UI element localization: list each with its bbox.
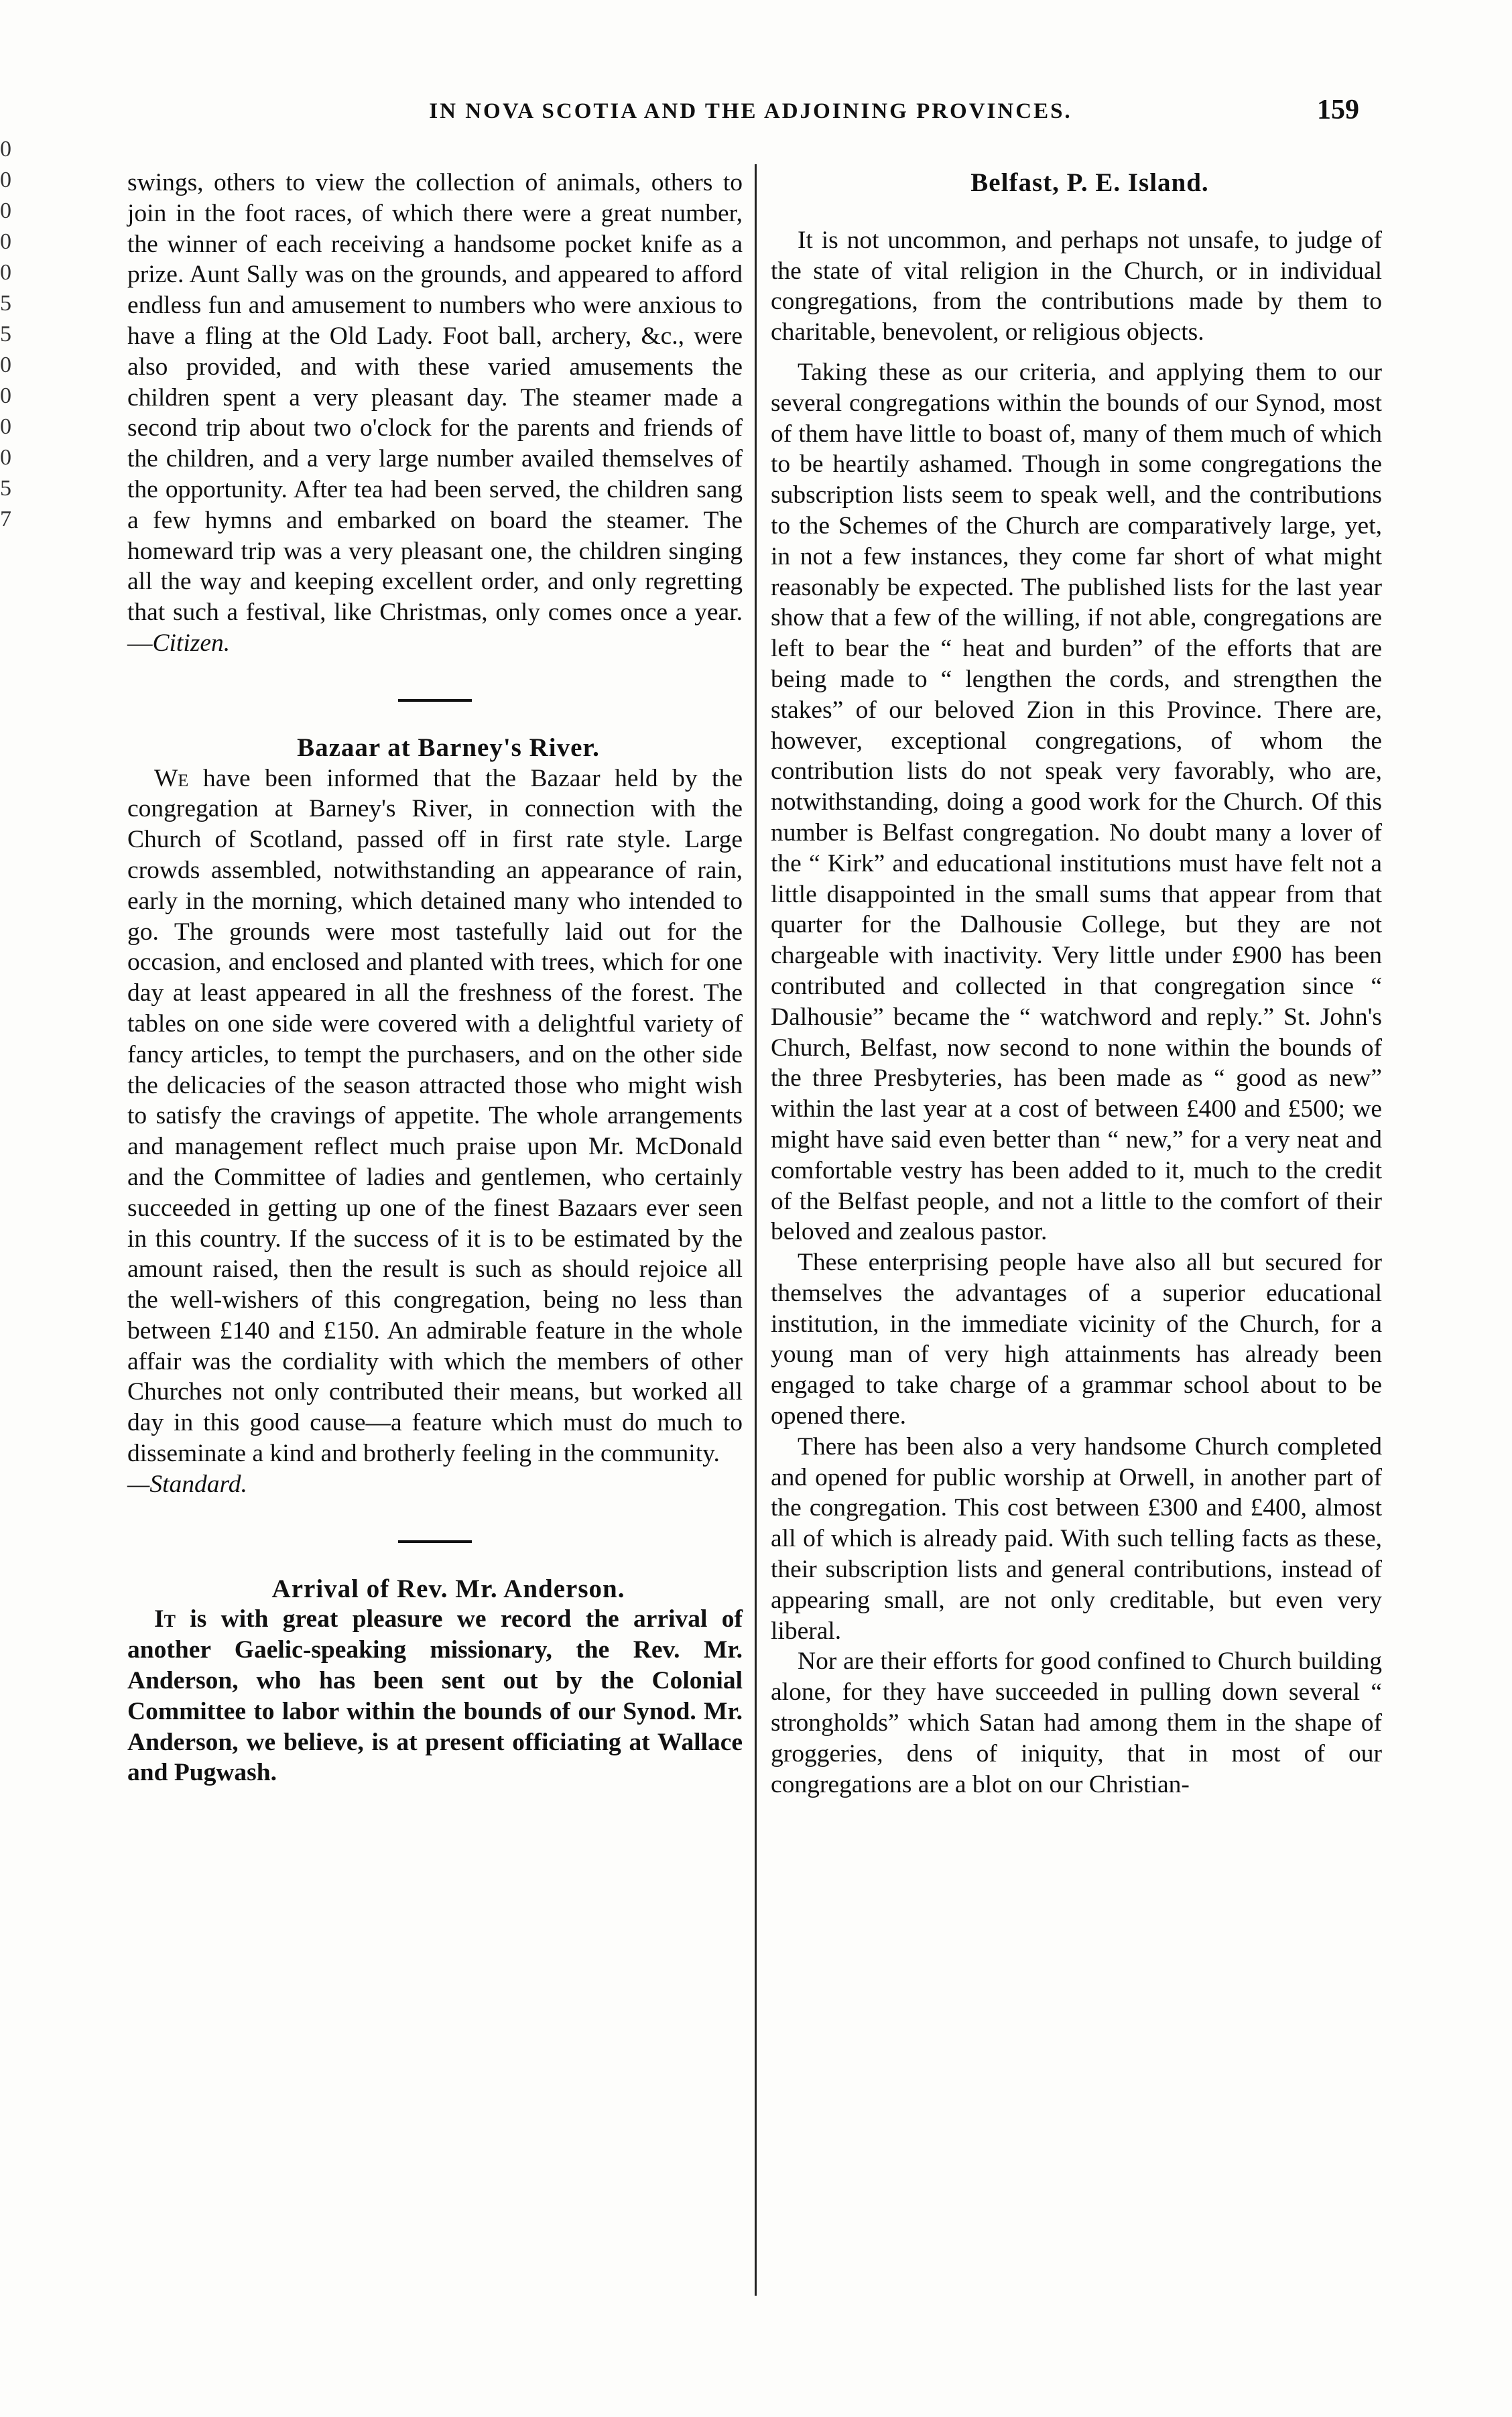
arrival-article	[127, 1604, 743, 1788]
scan-edge-marks	[0, 134, 16, 535]
belfast-paragraph: Nor are their efforts for good confined to Church building alone, for they have succeeded in pulling down several “ strongholds” which Satan had among them in the shape of groggeries, dens of iniquity, that in most of our congregations are a blot on our Christian-	[771, 1648, 1382, 1798]
bazaar-headline: Bazaar at Barney's River.	[297, 733, 600, 762]
continuation-signature: Citizen.	[152, 629, 231, 657]
belfast-paragraph: These enterprising people have also all but secured for themselves the advantages of a superior educational institution, in the immediate vicinity of the Church, for a young man of very high attainments has already been engaged to take charge of a grammar school about to be opened there.	[771, 1249, 1382, 1430]
running-title: IN NOVA SCOTIA AND THE ADJOINING PROVINCES.	[429, 99, 1072, 123]
edge-mark: 0	[0, 260, 11, 285]
bazaar-body: have been informed that the Bazaar held by the congregation at Barney's River, in connection with the Church of Scotland, passed off in first rate style. Large crowds assembled, notwithstanding an appearance of rain, early in the morning, which detained many who intended to go. The grounds were most tastefully laid out for the occasion, and enclosed and planted with trees, which for one day at least appeared in all the freshness of the forest. The tables on one side were covered with a delightful variety of fancy articles, to tempt the purchasers, and on the other side the delicacies of the season attracted those who might wish to satisfy the cravings of appetite. The whole arrangements and management reflect much praise upon Mr. McDonald and the Committee of ladies and gentlemen, who certainly succeeded in getting up one of the finest Bazaars ever seen in this country. If the success of it is to be estimated by the amount raised, then the result is such as should rejoice all the well-wishers of this congregation, being no less than between £140 and £150. An admirable feature in the whole affair was the cordiality with which the members of other Churches not only contributed their means, but worked all day in this good cause—a feature which must do much to disseminate a kind and brotherly feeling in the community.	[127, 764, 743, 1468]
belfast-paragraph: There has been also a very handsome Church completed and opened for public worship at Orwell, in another part of the congregation. This cost between £300 and £400, almost all of which is already paid. With such telling facts as these, their subscription lists and general contributions, instead of appearing small, are not only creditable, but even very liberal.	[771, 1432, 1382, 1645]
page-number: 159	[1317, 95, 1359, 125]
arrival-first-word: It	[154, 1605, 176, 1633]
edge-mark: 0	[0, 198, 11, 223]
belfast-paragraph: Taking these as our criteria, and applying them to our several congregations within the bounds of our Synod, most of them have little to boast of, many of them much of which to be heartily ashamed. Though in some congregations the subscription lists seem to speak well, and the contributions to the Schemes of the Church are comparatively large, yet, in not a few instances, they come far short of what might reasonably be expected. The published lists for the last year show that a few of the willing, if not able, congregations are left to bear the “ heat and burden” of the efforts that are being made to “ lengthen the cords, and strengthen the stakes” of our beloved Zion in this Province. There are, however, exceptional congregations, of whom the contribution lists do not speak very favorably, who are, notwithstanding, doing a good work for the Church. Of this number is Belfast congregation. No doubt many a lover of the “ Kirk” and educational institutions must have felt not a little disappointed in the small sums that appear from that quarter for the Dalhousie College, but they are not chargeable with inactivity. Very little under £900 has been contributed and collected in that congregation since “ Dalhousie” became the “ watchword and reply.” St. John's Church, Belfast, now second to none within the bounds of the three Presbyteries, has been made as “ good as new” within the last year at a cost of between £400 and £500; we might have said even better than “ new,” for a very neat and comfortable vestry has been added to it, much to the credit of the Belfast people, and not a little to the comfort of their beloved and zealous pastor.	[771, 358, 1382, 1246]
edge-mark: 0	[0, 383, 11, 408]
bazaar-signature: —Standard.	[127, 1470, 247, 1498]
edge-mark: 0	[0, 353, 11, 377]
bazaar-first-word: We	[154, 764, 189, 792]
article-separator	[398, 699, 472, 702]
arrival-headline: Arrival of Rev. Mr. Anderson.	[271, 1574, 625, 1603]
arrival-body: is with great pleasure we record the arrival of another Gaelic-speaking missionary, the Rev. Mr. Anderson, who has been sent out by the Colonial Committee to labor within the bounds of our Synod. Mr. Anderson, we believe, is at present officiating at Wallace and Pugwash.	[127, 1605, 743, 1787]
bazaar-article	[127, 763, 743, 1500]
continuation-text: swings, others to view the collection of animals, others to join in the foot races, of which there were a great number, the winner of each receiving a handsome pocket knife as a prize. Aunt Sally was on the grounds, and appeared to afford endless fun and amusement to numbers who were anxious to have a fling at the Old Lady. Foot ball, archery, &c., were also provided, and with these varied amusements the children spent a very pleasant day. The steamer made a second trip about two o'clock for the parents and friends of the children, and a very large number availed themselves of the opportunity. After tea had been served, the children sang a few hymns and embarked on board the steamer. The homeward trip was a very pleasant one, the children singing all the way and keeping excellent order, and only regretting that such a festival, like Christmas, only comes once a year.—	[127, 169, 743, 657]
belfast-headline: Belfast, P. E. Island.	[970, 168, 1209, 197]
edge-mark: 0	[0, 445, 11, 470]
belfast-paragraph: It is not uncommon, and perhaps not unsafe, to judge of the state of vital religion in the Church, or in individual congregations, from the contributions made by them to charitable, benevolent, or religious objects.	[771, 226, 1382, 347]
edge-mark: 0	[0, 229, 11, 254]
edge-mark: 5	[0, 476, 11, 501]
edge-mark: 0	[0, 414, 11, 439]
edge-mark: 5	[0, 291, 11, 316]
edge-mark: 0	[0, 137, 11, 162]
edge-mark: 5	[0, 322, 11, 347]
article-separator	[398, 1540, 472, 1543]
left-column	[127, 168, 743, 1788]
column-rule	[755, 164, 757, 2296]
edge-mark: 7	[0, 507, 11, 532]
edge-mark: 0	[0, 168, 11, 192]
right-column	[771, 168, 1382, 1800]
article-continuation	[127, 168, 743, 659]
